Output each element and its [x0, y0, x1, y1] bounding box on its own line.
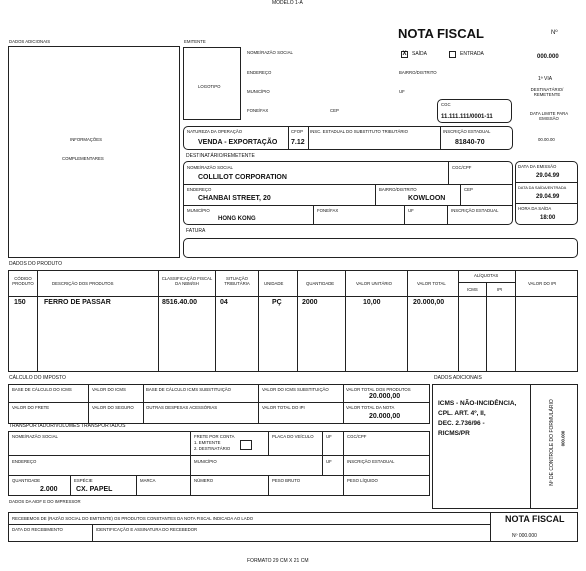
entry-label: ENTRADA [460, 51, 484, 57]
exit-date-label: DATA DA SAÍDA/ENTRADA [518, 185, 567, 190]
issuer-district-label: BAIRRO/DISTRITO [399, 70, 437, 75]
additional-data-2-title: DADOS ADICIONAIS [434, 375, 482, 381]
issuer-uf-label: UF [399, 89, 405, 94]
logo-label: LOGOTIPO [198, 84, 221, 89]
col-description: DESCRIÇÃO DOS PRODUTOS [52, 281, 114, 286]
transport-ie-label: INSCRIÇÃO ESTADUAL [347, 459, 395, 464]
note-line-3: DEC. 2.736/96 - [438, 420, 485, 427]
product-data-title: DADOS DO PRODUTO [9, 261, 62, 267]
col-qty: QUANTIDADE [306, 281, 335, 286]
recipient-address-value: CHANBAI STREET, 20 [198, 195, 271, 202]
recipient-name-label: NOME/RAZÃO SOCIAL [187, 165, 233, 170]
col-unit-value: VALOR UNITÁRIO [356, 281, 392, 286]
species-label: ESPÉCIE [74, 478, 93, 483]
control-number-value: 000.000 [560, 430, 566, 447]
qty-label: QUANTIDADE [12, 478, 41, 483]
recipient-city-value: HONG KONG [218, 216, 256, 222]
transport-city-label: MUNICÍPIO [194, 459, 217, 464]
transport-cgc-label: CGC/CPF [347, 434, 367, 439]
issuer-title: EMITENTE [184, 39, 206, 44]
additional-data-title: DADOS ADICIONAIS [9, 39, 51, 44]
col-ipi-value: VALOR DO IPI [528, 281, 557, 286]
total-products-value: 20.000,00 [369, 393, 401, 400]
row-total: 20.000,00 [413, 299, 445, 306]
transport-name-label: NOME/RAZÃO SOCIAL [12, 434, 58, 439]
exit-time-value: 18:00 [540, 215, 556, 221]
insurance-label: VALOR DO SEGURO [92, 405, 134, 410]
invoice-title: FATURA [186, 228, 206, 234]
aidf-label: DADOS DA AIDF E DO IMPRESSOR [9, 499, 81, 504]
cgc-value: 11.111.111/0001-11 [441, 114, 493, 120]
row-unit: PÇ [272, 299, 282, 306]
recipient-phone-label: FONE/FAX [317, 208, 339, 213]
recipient-district-label: BAIRRO/DISTRITO [379, 187, 417, 192]
ie-label: INSCRIÇÃO ESTADUAL [443, 129, 491, 134]
qty-value: 2.000 [40, 486, 58, 493]
cfop-value: 7.12 [291, 139, 305, 146]
issuer-phone-label: FONE/FAX [247, 108, 269, 113]
icms-base-label: BASE DE CÁLCULO DO ICMS [12, 387, 72, 392]
issuer-name-label: NOME/RAZÃO SOCIAL [247, 50, 293, 55]
tax-calc-title: CÁLCULO DO IMPOSTO [9, 375, 66, 381]
note-line-4: RICMS/PR [438, 430, 470, 437]
limit-date-label: DATA LIMITE PARA EMISSÃO [529, 111, 569, 121]
species-value: CX. PAPEL [76, 486, 113, 493]
freight-by-checkbox[interactable] [240, 440, 252, 450]
row-unit-value: 10,00 [363, 299, 381, 306]
cfop-label: CFOP [291, 129, 303, 134]
transport-title: TRANSPORTADOR/VOLUMES TRANSPORTADOS [9, 423, 126, 429]
col-ipi: IPI [497, 287, 503, 292]
recipient-city-label: MUNICÍPIO [187, 208, 210, 213]
issuer-address-label: ENDEREÇO [247, 70, 272, 75]
col-rates: ALÍQUOTAS [474, 273, 499, 278]
copy-label: 1ª VIA [538, 76, 553, 82]
recipient-ie-label: INSCRIÇÃO ESTADUAL [451, 208, 499, 213]
total-invoice-value: 20.000,00 [369, 413, 401, 420]
transport-uf2-label: UF [326, 459, 332, 464]
row-description: FERRO DE PASSAR [44, 299, 111, 306]
ie-value: 81840-70 [455, 139, 485, 146]
issuer-cep-label: CEP [330, 108, 339, 113]
control-number-label: Nº DE CONTROLE DO FORMULÁRIO [548, 399, 555, 486]
freight-label: VALOR DO FRETE [12, 405, 50, 410]
nota-fiscal-title: NOTA FISCAL [398, 26, 484, 41]
number-label: NÚMERO [194, 478, 214, 483]
total-products-label: VALOR TOTAL DOS PRODUTOS [346, 387, 411, 392]
exit-time-label: HORA DA SAÍDA [518, 206, 552, 211]
transport-address-label: ENDEREÇO [12, 459, 37, 464]
recipient-title: DESTINATÁRIO/REMETENTE [186, 153, 255, 159]
freight-by-label: FRETE POR CONTA [194, 434, 235, 439]
info-line-1: INFORMAÇÕES [70, 137, 102, 142]
issue-date-label: DATA DA EMISSÃO [518, 164, 557, 169]
receipt-text: RECEBEMOS DE (RAZÃO SOCIAL DO EMITENTE) OS PRODUTOS CONSTANTES DA NOTA FISCAL INDICADA AO LADO [12, 516, 254, 521]
info-line-2: COMPLEMENTARES [62, 156, 104, 161]
nota-number: 000.000 [537, 54, 559, 60]
note-line-2: CPL. ART. 4º, II, [438, 410, 486, 417]
row-qty: 2000 [302, 299, 318, 306]
recipient-cgc-label: CGC/CPF [452, 165, 472, 170]
recipient-cep-label: CEP [464, 187, 473, 192]
freight-opt-1: 1. EMITENTE [194, 440, 221, 445]
col-total: VALOR TOTAL [417, 281, 446, 286]
limit-date-value: 00.00.00 [538, 137, 555, 142]
receipt-date-label: DATA DO RECEBIMENTO [12, 527, 63, 532]
transport-uf-label: UF [326, 434, 332, 439]
col-classification: CLASSIFICAÇÃO FISCAL DA NBM/SH [161, 276, 213, 286]
gross-weight-label: PESO BRUTO [272, 478, 301, 483]
nature-value: VENDA - EXPORTAÇÃO [198, 139, 278, 146]
receipt-signature-label: IDENTIFICAÇÃO E ASSINATURA DO RECEBEDOR [96, 527, 198, 532]
freight-opt-2: 2. DESTINATÁRIO [194, 446, 231, 451]
nature-label: NATUREZA DA OPERAÇÃO [187, 129, 243, 134]
recipient-district-value: KOWLOON [408, 195, 446, 202]
format-label: FORMATO 29 CM X 21 CM [247, 558, 309, 564]
recipient-address-label: ENDEREÇO [187, 187, 212, 192]
receipt-title: NOTA FISCAL [505, 514, 565, 524]
st-label: INSC. ESTADUAL DO SUBSTITUTO TRIBUTÁRIO [310, 129, 408, 134]
col-situation: SITUAÇÃO TRIBUTÁRIA [224, 276, 250, 286]
receipt-number: Nº 000.000 [512, 533, 537, 539]
entry-checkbox[interactable] [449, 51, 456, 58]
col-icms: ICMS [467, 287, 478, 292]
note-line-1: ICMS - NÃO-INCIDÊNCIA, [438, 400, 517, 407]
icms-sub-base-label: BASE DE CÁLCULO ICMS SUBSTITUIÇÃO [146, 387, 231, 392]
complementary-info-box [8, 46, 180, 258]
exit-checkbox[interactable]: X [402, 51, 407, 57]
other-expenses-label: OUTRAS DESPESAS ACESSÓRIAS [146, 405, 218, 410]
row-situation: 04 [220, 299, 228, 306]
exit-label: SAÍDA [412, 51, 428, 57]
model-label: MODELO 1-A [272, 0, 303, 6]
total-invoice-label: VALOR TOTAL DA NOTA [346, 405, 395, 410]
col-unit: UNIDADE [264, 281, 284, 286]
cgc-label: CGC [441, 102, 451, 107]
icms-sub-value-label: VALOR DO ICMS SUBSTITUIÇÃO [262, 387, 329, 392]
brand-label: MARCA [140, 478, 156, 483]
row-code: 150 [14, 299, 26, 306]
copy-dest-label: DESTINATÁRIO/ REMETENTE [530, 87, 564, 97]
issuer-city-label: MUNICÍPIO [247, 89, 270, 94]
net-weight-label: PESO LÍQUIDO [347, 478, 378, 483]
recipient-name-value: COLLILOT CORPORATION [198, 174, 287, 181]
exit-date-value: 29.04.99 [536, 194, 560, 200]
ipi-total-label: VALOR TOTAL DO IPI [262, 405, 305, 410]
plate-label: PLACA DO VEÍCULO [272, 434, 314, 439]
icms-value-label: VALOR DO ICMS [92, 387, 126, 392]
col-code: CÓDIGO PRODUTO [12, 276, 34, 286]
invoice-box [183, 238, 578, 258]
issue-date-value: 29.04.99 [536, 173, 560, 179]
row-classification: 8516.40.00 [162, 299, 198, 306]
nota-no-label: Nº [551, 30, 558, 36]
recipient-uf-label: UF [408, 208, 414, 213]
